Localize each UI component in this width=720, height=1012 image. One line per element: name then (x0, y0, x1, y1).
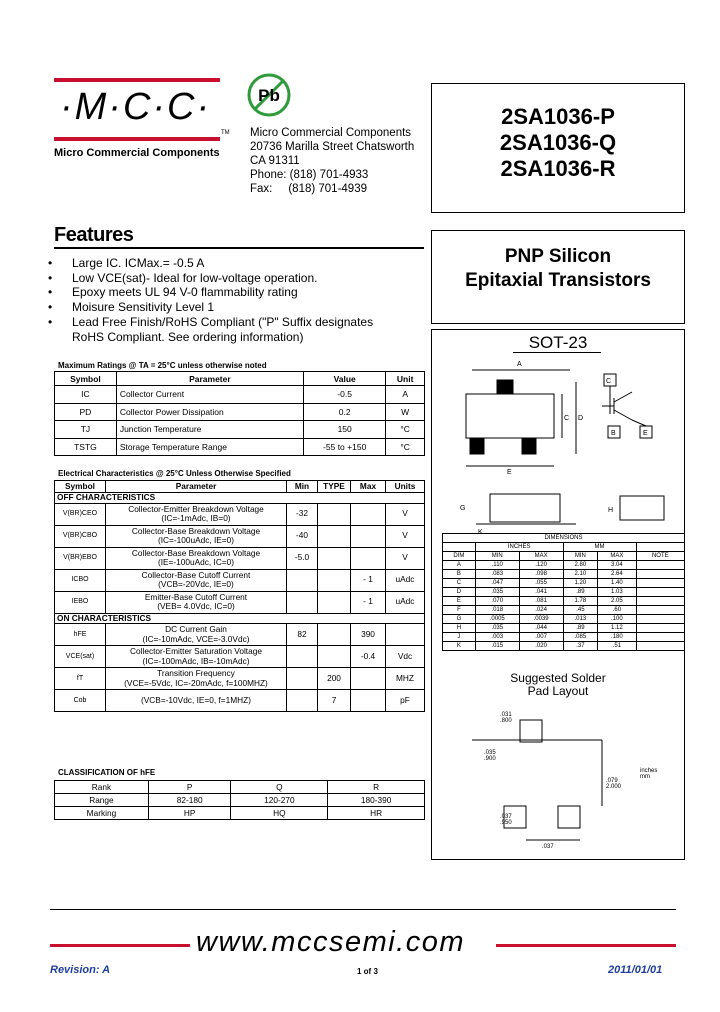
pad-layout-title: Suggested Solder Pad Layout (510, 671, 606, 698)
dimension-cell (636, 588, 684, 597)
product-title-line: Epitaxial Transistors (465, 270, 651, 291)
revision: Revision: A (50, 964, 111, 976)
type-cell (318, 646, 351, 668)
max-cell: - 1 (351, 569, 386, 591)
type-cell (318, 525, 351, 547)
value-cell: -0.5 (303, 386, 385, 404)
dimension-cell: .041 (519, 588, 563, 597)
min-cell (287, 668, 318, 690)
table-row (55, 421, 425, 439)
symbol-cell: IC (55, 386, 117, 404)
min-cell: -32 (287, 503, 318, 525)
website-url[interactable]: www.mccsemi.com (196, 926, 466, 958)
dimension-cell: .89 (563, 588, 598, 597)
dimension-cell: F (443, 606, 476, 615)
svg-text:2.000: 2.000 (606, 784, 622, 790)
units-cell: uAdc (386, 591, 425, 613)
dimension-cell (636, 570, 684, 579)
dimension-cell: .015 (475, 642, 519, 651)
dimension-cell: .081 (519, 597, 563, 606)
svg-text:.900: .900 (484, 756, 496, 762)
parameter-cell: Emitter-Base Cutoff Current (VEB= 4.0Vdc, IC=0) (106, 591, 287, 613)
parameter-cell: Collector-Emitter Breakdown Voltage (IC=-1mAdc, IB=0) (106, 503, 287, 525)
dimension-cell: 1.20 (563, 579, 598, 588)
dimension-cell: E (443, 597, 476, 606)
footer-left-bar (50, 944, 190, 947)
symbol-cell: V(BR)EBO (55, 547, 106, 569)
dimension-cell (636, 642, 684, 651)
part-number: 2SA1036-R (500, 156, 616, 181)
address-line: 20736 Marilla Street Chatsworth (250, 141, 415, 153)
dimension-cell (636, 615, 684, 624)
dimension-cell: G (443, 615, 476, 624)
table-row (443, 606, 685, 615)
product-title-line: PNP Silicon (504, 246, 612, 267)
type-cell (318, 569, 351, 591)
dimension-cell: 2.64 (598, 570, 636, 579)
symbol-cell: IEBO (55, 591, 106, 613)
min-cell (287, 646, 318, 668)
type-cell (318, 503, 351, 525)
dimension-cell (636, 579, 684, 588)
feature-item: • Moisure Sensitivity Level 1 (48, 300, 215, 315)
units-cell: uAdc (386, 569, 425, 591)
units-cell: V (386, 503, 425, 525)
dimension-cell: .180 (598, 633, 636, 642)
page-number: 1 of 3 (357, 967, 378, 976)
table-row (443, 561, 685, 570)
dimension-cell: K (443, 642, 476, 651)
symbol-cell: VCE(sat) (55, 646, 106, 668)
max-cell (351, 690, 386, 712)
table-row (55, 503, 425, 525)
classification-table (54, 780, 425, 820)
units-cell: Vdc (386, 646, 425, 668)
feature-item: • Large IC. ICMax.= -0.5 A (48, 256, 205, 270)
table-row (443, 579, 685, 588)
dimension-cell: .003 (475, 633, 519, 642)
dimension-cell: .0039 (519, 615, 563, 624)
svg-text:mm: mm (640, 774, 650, 780)
max-cell (351, 547, 386, 569)
elec-chars-caption: Electrical Characteristics @ 25°C Unless Otherwise Specified (58, 469, 291, 478)
units-cell (386, 624, 425, 646)
value-cell: 150 (303, 421, 385, 439)
min-cell: -40 (287, 525, 318, 547)
value-cell: -55 to +150 (303, 438, 385, 456)
address-line: Phone: (818) 701-4933 (250, 169, 369, 181)
address-line: CA 91311 (250, 155, 300, 167)
dimension-cell: 3.04 (598, 561, 636, 570)
dim-label-e: E (507, 469, 512, 476)
table-row (55, 569, 425, 591)
units-cell: V (386, 525, 425, 547)
parameter-cell: DC Current Gain (IC=-10mAdc, VCE=-3.0Vdc) (106, 624, 287, 646)
table-row (55, 690, 425, 712)
min-cell: -5.0 (287, 547, 318, 569)
dimension-cell: .45 (563, 606, 598, 615)
dimension-cell: H (443, 624, 476, 633)
min-cell (287, 690, 318, 712)
dimension-cell: 2.80 (563, 561, 598, 570)
feature-item: RoHS Compliant. See ordering information) (72, 329, 304, 344)
dimensions-table: DIMENSIONS INCHES MM DIM MIN MAX MIN MAX NOTE A .110 .120 2.80 3.04 B .083 .098 2.10 2.64 C .047 .055 1.20 1.40 D .035 .041 .89 1.03 E .070 .081 1.78 2.05 F .018 .024 .45 .60 G .0005 .0039 .013 .100 H .035 .044 .89 1.12 J .003 .007 .085 .180 K .015 .020 .37 .51 (442, 533, 685, 651)
table-row (443, 570, 685, 579)
table-row (55, 386, 425, 404)
max-cell: -0.4 (351, 646, 386, 668)
part-number: 2SA1036-Q (499, 130, 617, 155)
table-row (55, 525, 425, 547)
address-line: Micro Commercial Components (250, 127, 412, 139)
part-number: 2SA1036-P (501, 104, 615, 129)
max-ratings-table: Symbol Parameter Value Unit IC Collector Current -0.5 A PD Collector Power Dissipation 0.2 W TJ Junction Temperature 150 °C TSTG Storage Temperature Range -55 to +150 °C (54, 371, 425, 456)
divider (54, 247, 424, 249)
classification-cell: HR (328, 807, 425, 820)
dimension-cell (636, 606, 684, 615)
elec-chars-table: Symbol Parameter Min TYPE Max Units OFF CHARACTERISTICS V(BR)CEO Collector-Emitter Breakdown Voltage (IC=-1mAdc, IB=0) -32 V V(BR)CBO Collector-Base Breakdown Voltage (IC=-100uAdc, IE=0) -40 V V(BR)EBO Collector-Base Breakdown Voltage (IE=-100uAdc, IC=0) -5.0 V ICBO Collector-Base Cutoff Current (VCB=-20Vdc, IE=0) - 1 uAdc IEBO Emitter-Base Cutoff Current (VEB= 4.0Vdc, IC=0) - 1 uAdc ON CHARACTERISTICS hFE DC Current Gain (IC=-10mAdc, VCE=-3.0Vdc) 82 390 VCE(sat) Collector-Emitter Saturation Voltage (IC=-100mAdc, IB=-10mAdc) -0.4 Vdc fT Transition Frequency (VCE=-5Vdc, IC=-20mAdc, f=100MHZ) 200 MHZ Cob (VCB=-10Vdc, IE=0, f=1MHZ) 7 pF (54, 480, 425, 712)
parameter-cell: Collector-Base Breakdown Voltage (IE=-100uAdc, IC=0) (106, 547, 287, 569)
max-cell: 390 (351, 624, 386, 646)
symbol-cell: V(BR)CEO (55, 503, 106, 525)
dimension-cell: .020 (519, 642, 563, 651)
feature-item: • Epoxy meets UL 94 V-0 flammability rating (48, 285, 298, 300)
table-row (443, 588, 685, 597)
footer-right-bar (496, 944, 676, 947)
dimension-cell: 1.03 (598, 588, 636, 597)
type-cell: 7 (318, 690, 351, 712)
product-title-box (431, 230, 685, 324)
units-cell: pF (386, 690, 425, 712)
svg-text:.950: .950 (500, 820, 512, 826)
svg-text:inches: inches (640, 768, 658, 774)
parameter-cell: (VCB=-10Vdc, IE=0, f=1MHZ) (106, 690, 287, 712)
type-cell (318, 547, 351, 569)
dimension-cell: .044 (519, 624, 563, 633)
symbol-cell: hFE (55, 624, 106, 646)
classification-cell: Q (231, 781, 328, 794)
min-cell: 82 (287, 624, 318, 646)
table-row (55, 646, 425, 668)
dimension-cell: 1.12 (598, 624, 636, 633)
dim-label-g: G (460, 505, 466, 512)
table-row (443, 624, 685, 633)
dimension-cell: .098 (519, 570, 563, 579)
value-cell: 0.2 (303, 403, 385, 421)
max-cell: - 1 (351, 591, 386, 613)
symbol-cell: ICBO (55, 569, 106, 591)
pad-layout-drawing (462, 700, 662, 850)
parameter-cell: Storage Temperature Range (116, 438, 303, 456)
parameter-cell: Junction Temperature (116, 421, 303, 439)
symbol-cell: PD (55, 403, 117, 421)
dimension-cell: D (443, 588, 476, 597)
dimension-cell: C (443, 579, 476, 588)
package-name: SOT-23 (528, 333, 588, 352)
table-row (55, 591, 425, 613)
type-cell: 200 (318, 668, 351, 690)
dimension-cell: .37 (563, 642, 598, 651)
pb-text: Pb (258, 86, 280, 105)
dimension-cell: 2.10 (563, 570, 598, 579)
svg-text:.079: .079 (606, 778, 618, 784)
max-cell (351, 668, 386, 690)
classification-cell: HP (148, 807, 231, 820)
dimension-cell: .085 (563, 633, 598, 642)
logo-bottom-bar (54, 137, 220, 141)
dimension-cell: .047 (475, 579, 519, 588)
parameter-cell: Collector Current (116, 386, 303, 404)
parameter-cell: Collector-Base Cutoff Current (VCB=-20Vdc, IE=0) (106, 569, 287, 591)
dimension-cell: B (443, 570, 476, 579)
svg-text:.031: .031 (500, 712, 512, 718)
dimension-cell: .070 (475, 597, 519, 606)
table-row (443, 633, 685, 642)
table-row (443, 597, 685, 606)
trademark: TM (221, 130, 230, 136)
dim-label-k: K (478, 529, 483, 536)
dimension-cell: .083 (475, 570, 519, 579)
unit-cell: °C (386, 438, 425, 456)
dimension-cell: 1.40 (598, 579, 636, 588)
classification-cell: Range (55, 794, 149, 807)
dimension-cell: .120 (519, 561, 563, 570)
dim-label-h: H (608, 507, 614, 514)
parameter-cell: Transition Frequency (VCE=-5Vdc, IC=-20mAdc, f=100MHZ) (106, 668, 287, 690)
unit-cell: W (386, 403, 425, 421)
max-ratings-caption: Maximum Ratings @ TA = 25°C unless otherwise noted (58, 361, 267, 370)
mcc-logo: ·M·C·C· (60, 86, 212, 128)
dimension-cell: .035 (475, 588, 519, 597)
dimension-cell (636, 561, 684, 570)
dim-label-c: C (564, 415, 570, 422)
min-cell (287, 569, 318, 591)
revision-date: 2011/01/01 (608, 964, 663, 976)
dimension-cell: .055 (519, 579, 563, 588)
symbol-cell: fT (55, 668, 106, 690)
logo-top-bar (54, 78, 220, 82)
parameter-cell: Collector Power Dissipation (116, 403, 303, 421)
classification-cell: Rank (55, 781, 149, 794)
section-label: ON CHARACTERISTICS (55, 613, 425, 624)
dimension-cell: .110 (475, 561, 519, 570)
pin-label-e: E (643, 430, 648, 437)
svg-text:.800: .800 (500, 718, 512, 724)
lead-free-icon (246, 72, 292, 118)
dim-label-d: D (578, 415, 584, 422)
divider (50, 909, 676, 910)
min-cell (287, 591, 318, 613)
classification-cell: 82-180 (148, 794, 231, 807)
table-row (55, 807, 425, 820)
dimension-cell: 2.05 (598, 597, 636, 606)
parameter-cell: Collector-Emitter Saturation Voltage (IC=-100mAdc, IB=-10mAdc) (106, 646, 287, 668)
dimension-cell: .035 (475, 624, 519, 633)
table-row (55, 668, 425, 690)
section-label: OFF CHARACTERISTICS (55, 493, 425, 504)
type-cell (318, 591, 351, 613)
symbol-cell: V(BR)CBO (55, 525, 106, 547)
dim-label-a: A (517, 361, 522, 368)
dimension-cell: .100 (598, 615, 636, 624)
svg-text:.037: .037 (542, 844, 554, 850)
pin-label-c: C (606, 378, 612, 385)
pin-label-b: B (611, 430, 616, 437)
type-cell (318, 624, 351, 646)
classification-cell: HQ (231, 807, 328, 820)
classification-cell: 180-390 (328, 794, 425, 807)
table-row (55, 781, 425, 794)
dimension-cell: .018 (475, 606, 519, 615)
dimension-cell: .0005 (475, 615, 519, 624)
company-address (250, 126, 414, 196)
symbol-cell: TJ (55, 421, 117, 439)
package-outline-drawing (452, 354, 672, 554)
dimension-cell: .007 (519, 633, 563, 642)
dimension-cell: J (443, 633, 476, 642)
features-heading: Features (54, 224, 134, 246)
table-row (55, 403, 425, 421)
classification-cell: P (148, 781, 231, 794)
units-cell: V (386, 547, 425, 569)
logo-subtitle: Micro Commercial Components (54, 147, 220, 159)
dimension-cell (636, 597, 684, 606)
dimension-cell: .60 (598, 606, 636, 615)
dimension-cell: 1.78 (563, 597, 598, 606)
features-list (48, 256, 373, 344)
table-row (55, 547, 425, 569)
unit-cell: A (386, 386, 425, 404)
feature-item: • Lead Free Finish/RoHS Compliant ("P" Suffix designates (48, 314, 374, 329)
max-cell (351, 503, 386, 525)
dimension-cell (636, 624, 684, 633)
dimension-cell: A (443, 561, 476, 570)
feature-item: • Low VCE(sat)- Ideal for low-voltage operation. (48, 270, 318, 285)
classification-cell: 120-270 (231, 794, 328, 807)
dimension-cell: .013 (563, 615, 598, 624)
table-row (55, 624, 425, 646)
table-row (55, 794, 425, 807)
classification-cell: R (328, 781, 425, 794)
part-number-box (431, 83, 685, 213)
svg-text:.037: .037 (500, 814, 512, 820)
table-row (55, 438, 425, 456)
max-cell (351, 525, 386, 547)
dimension-cell: .89 (563, 624, 598, 633)
table-row (443, 642, 685, 651)
address-line: Fax: (818) 701-4939 (250, 183, 367, 195)
classification-caption: CLASSIFICATION OF hFE (58, 768, 156, 777)
symbol-cell: Cob (55, 690, 106, 712)
svg-text:.035: .035 (484, 750, 496, 756)
dimension-cell: .024 (519, 606, 563, 615)
symbol-cell: TSTG (55, 438, 117, 456)
dimension-cell (636, 633, 684, 642)
classification-cell: Marking (55, 807, 149, 820)
units-cell: MHZ (386, 668, 425, 690)
unit-cell: °C (386, 421, 425, 439)
parameter-cell: Collector-Base Breakdown Voltage (IC=-100uAdc, IE=0) (106, 525, 287, 547)
dimension-cell: .51 (598, 642, 636, 651)
table-row (443, 615, 685, 624)
